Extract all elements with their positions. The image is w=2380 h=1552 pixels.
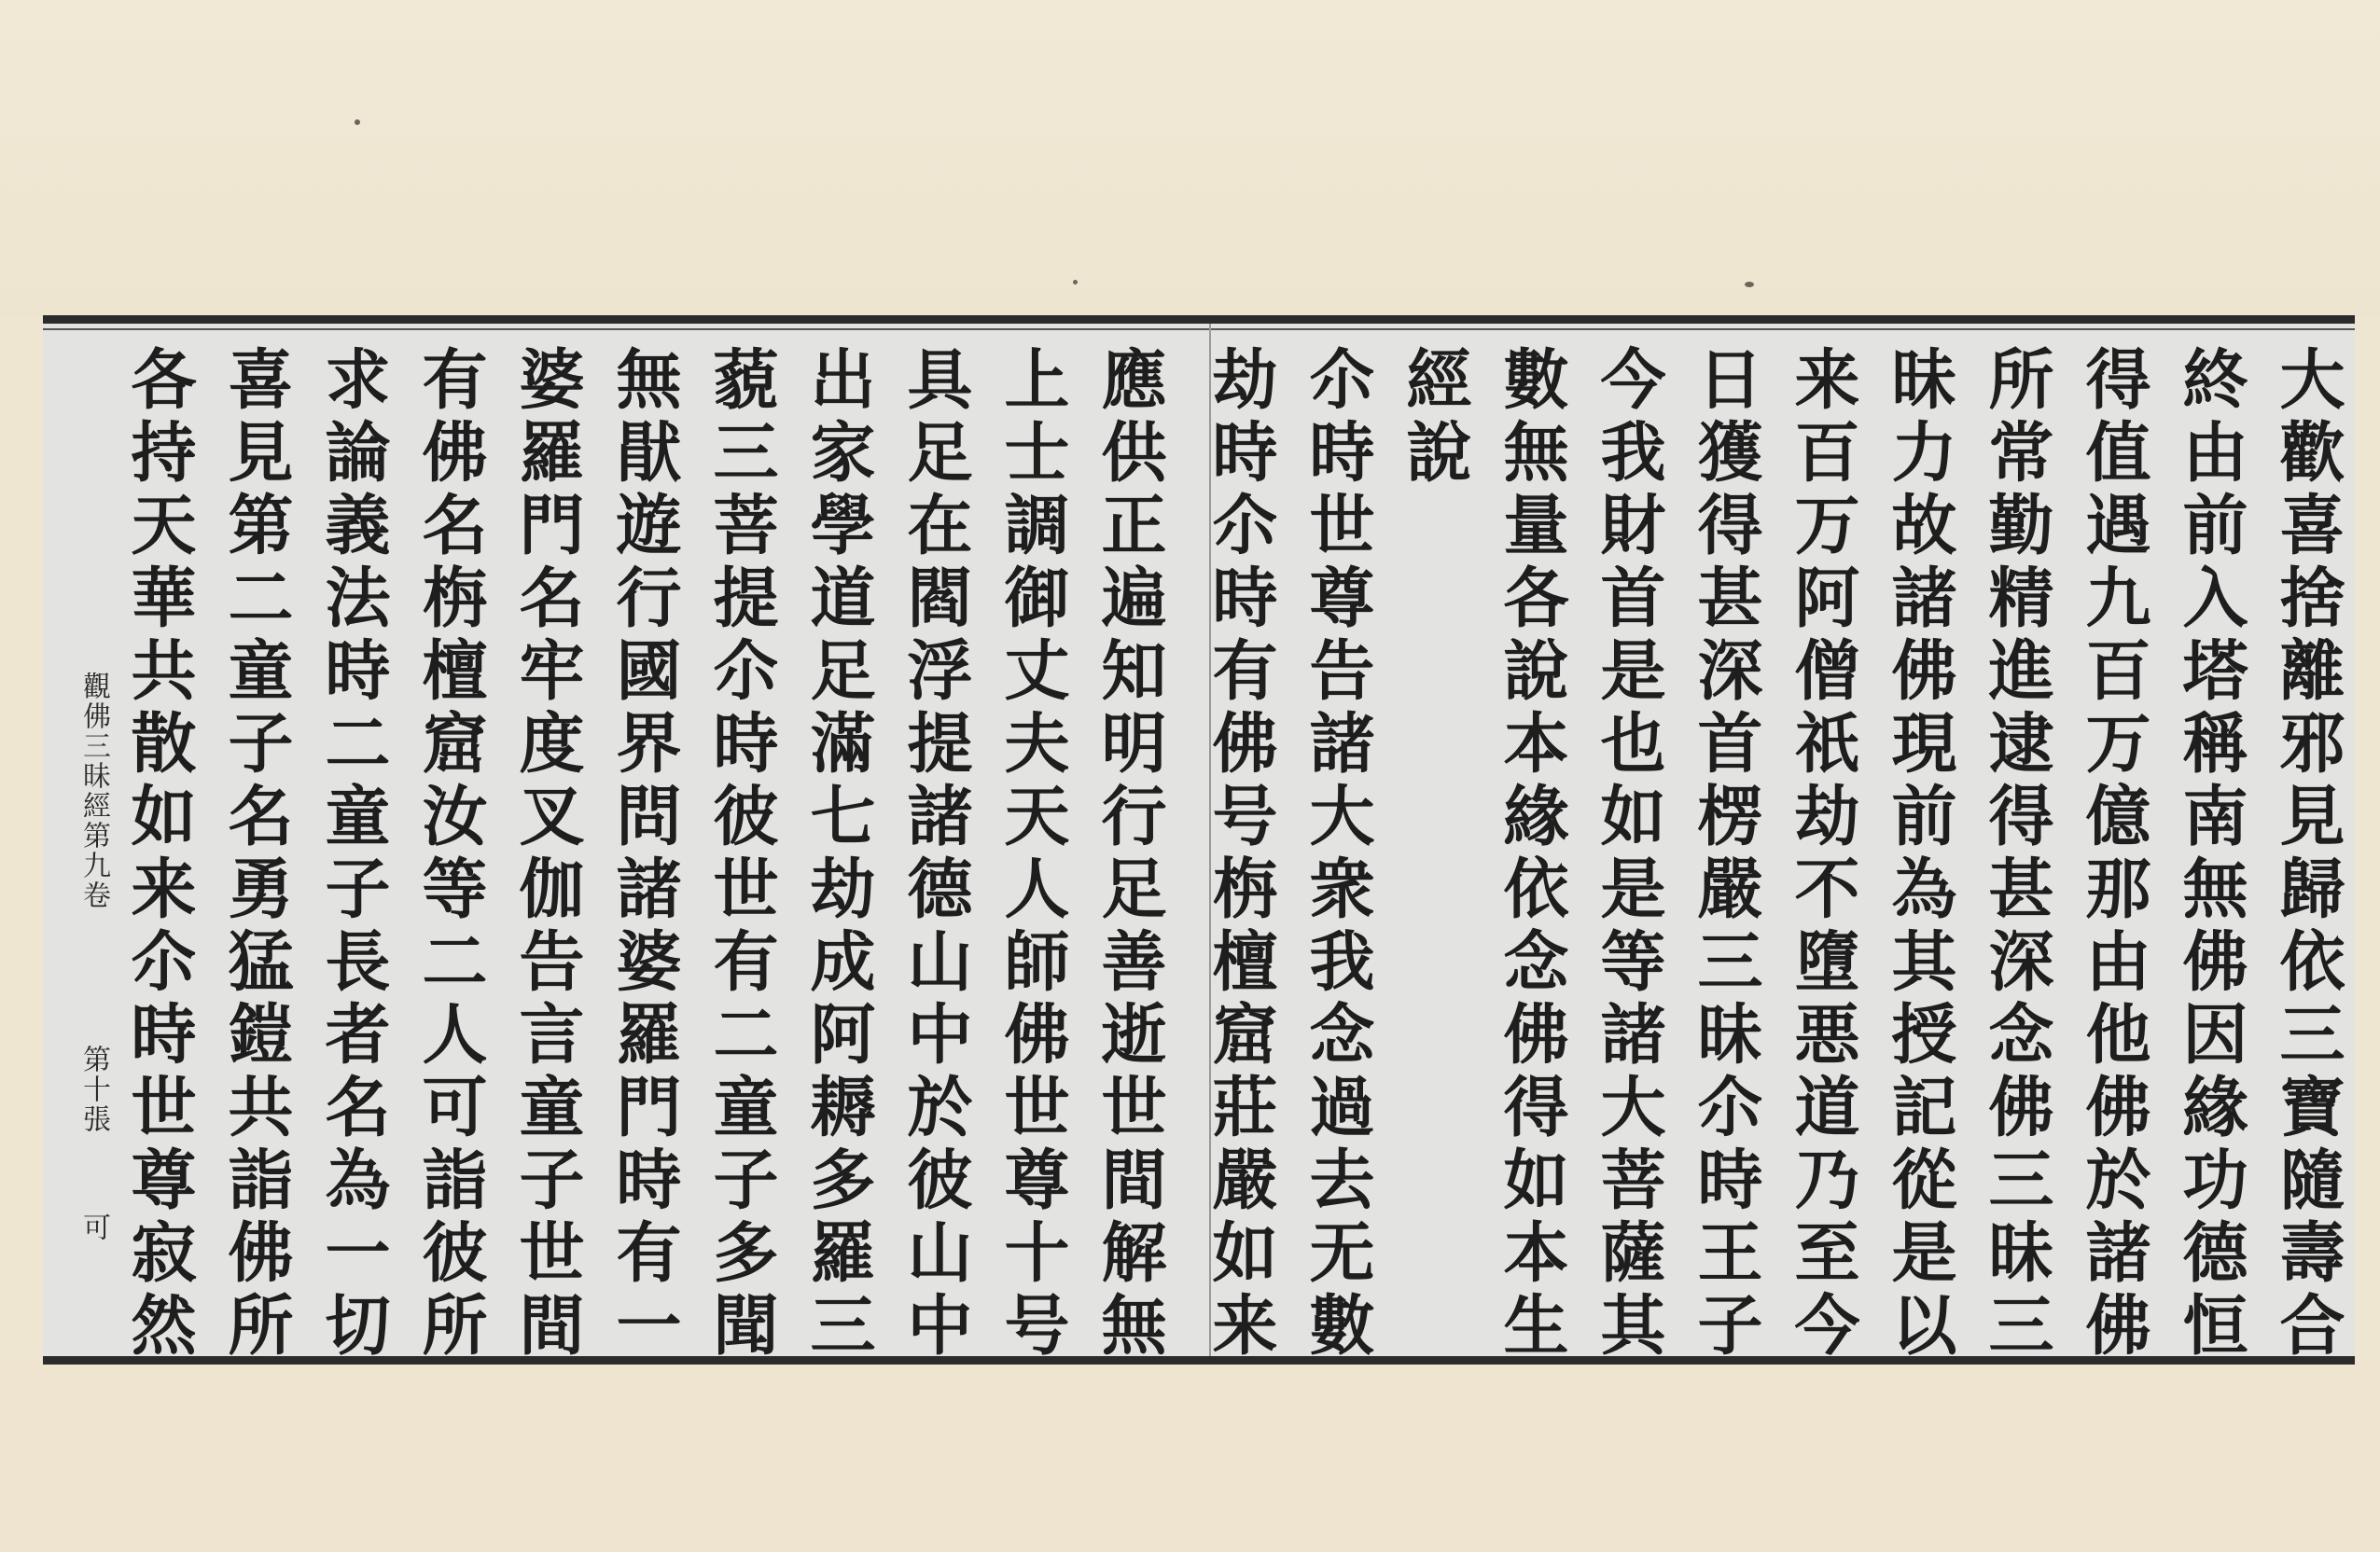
text-column-16: 出家學道足滿七劫成阿耨多羅三	[800, 345, 877, 1364]
text-column-11: 尒時世尊告諸大衆我念過去无數	[1299, 345, 1376, 1364]
page-bottom-margin	[0, 1362, 2380, 1552]
text-column-18: 無猒遊行國界問諸婆羅門時有一	[605, 345, 683, 1364]
text-column-7: 日獲得甚深首楞嚴三昧尒時王子	[1687, 345, 1764, 1364]
text-column-6: 来百万阿僧祇劫不墮悪道乃至今	[1784, 345, 1861, 1364]
text-column-22: 喜見第二童子名勇猛鎧共詣佛所	[217, 345, 295, 1364]
sutra-title-footer: 觀佛三昧經第九卷	[77, 672, 110, 910]
text-column-3: 得值遇九百万億那由他佛於諸佛	[2075, 345, 2152, 1364]
page-number-footer: 第十張	[77, 1045, 110, 1134]
text-column-2: 終由前入塔稱南無佛因緣功德恒	[2172, 345, 2249, 1364]
text-column-14: 上士調御丈夫天人師佛世尊十号	[994, 345, 1071, 1364]
page-top-margin	[0, 0, 2380, 317]
text-column-12: 劫時尒時有佛号栴檀窟莊嚴如来	[1202, 345, 1279, 1364]
text-column-1: 大歡喜捨離邪見歸依三寶隨壽合	[2269, 345, 2346, 1364]
text-column-20: 有佛名栴檀窟汝等二人可詣彼所	[411, 345, 489, 1364]
text-column-19: 婆羅門名牢度叉伽告言童子世間	[508, 345, 586, 1364]
paper-speck	[1745, 282, 1754, 287]
text-column-23: 各持天華共散如来尒時世尊寂然	[120, 345, 198, 1364]
text-column-5: 昧力故諸佛現前為其授記從是以	[1881, 345, 1958, 1364]
text-column-17: 藐三菩提尒時彼世有二童子多聞	[703, 345, 780, 1364]
text-column-13: 應供正遍知明行足善逝世間解無	[1091, 345, 1168, 1364]
paper-speck	[355, 119, 360, 125]
text-column-21: 求論義法時二童子長者名為一切	[314, 345, 392, 1364]
text-column-10: 經說	[1396, 345, 1473, 491]
text-column-8: 今我財首是也如是等諸大菩薩其	[1590, 345, 1667, 1364]
text-column-9: 數無量各說本緣依念佛得如本生	[1493, 345, 1570, 1364]
paper-speck	[1073, 280, 1078, 284]
text-column-15: 具足在閻浮提諸德山中於彼山中	[897, 345, 974, 1364]
text-column-4: 所常勤精進逮得甚深念佛三昧三	[1978, 345, 2055, 1364]
carver-mark-footer: 可	[77, 1212, 110, 1240]
